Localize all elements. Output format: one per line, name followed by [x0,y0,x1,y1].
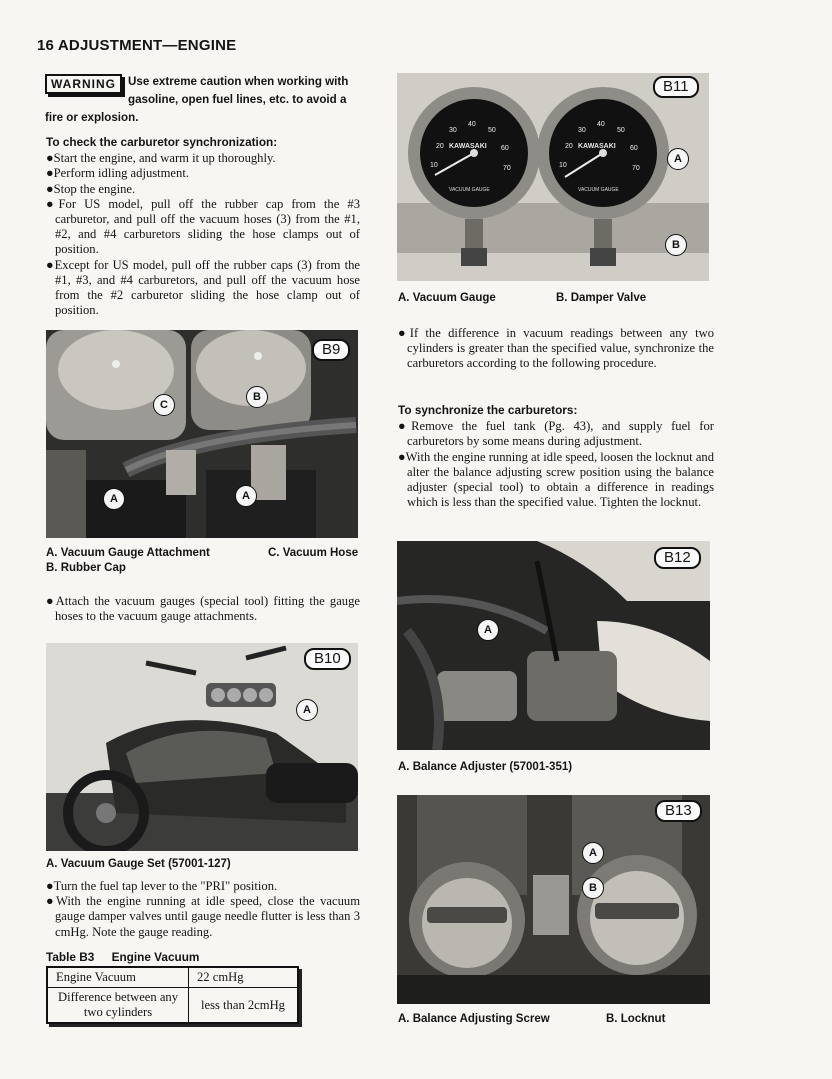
gauge-scale-label: 50 [488,127,496,134]
check-step: ●Stop the engine. [46,181,136,196]
balance-screw-photo-graphic [397,795,710,1004]
table-row [48,968,298,988]
check-section [46,135,360,318]
check-step: ●Except for US model, pull off the rubber caps (3) from the #1, #3, and #4 carburetors, and pull off the vacuum hose from the #2 carburetor sliding the hose clamp out of position. [46,257,360,318]
callout-a: A [477,619,499,641]
figure-b13-photo [397,795,710,1004]
figure-tag-b10: B10 [304,648,351,670]
difference-step [398,326,714,372]
table-b3-title [46,950,199,964]
gauge-brand-left: KAWASAKI [449,143,487,150]
spec-table [47,967,298,1023]
figure-tag-b13: B13 [655,800,702,822]
figure-b11-caption-a: A. Vacuum Gauge [398,292,496,304]
gauge-scale-label: 30 [578,127,586,134]
gauge-scale-label: 40 [597,121,605,128]
figure-b10-caption: A. Vacuum Gauge Set (57001-127) [46,858,231,870]
idle-step: ●Turn the fuel tap lever to the "PRI" position. [46,879,278,893]
check-heading: To check the carburetor synchronization: [46,135,278,149]
check-step: ●For US model, pull off the rubber cap from the #3 carburetor, and pull off the vacuum hoses (3) from the #1, #2, and #4 carburetors sliding the hose clamps out of position. [46,196,360,257]
difference-step-text: ●If the difference in vacuum readings between any two cylinders is greater than the specified value, synchronize the carburetors according to the following procedure. [398,326,714,371]
callout-b: B [246,386,268,408]
callout-a: A [667,148,689,170]
table-row [48,988,298,1023]
figure-tag-b12: B12 [654,547,701,569]
gauge-scale-label: 70 [503,165,511,172]
figure-tag-b11: B11 [653,76,699,98]
attach-step-text: ●Attach the vacuum gauges (special tool) fitting the gauge hoses to the vacuum gauge attachments. [46,594,360,624]
callout-b: B [582,877,604,899]
callout-a: A [296,699,318,721]
figure-tag-b9: B9 [312,339,350,361]
table-b3 [46,966,299,1024]
gauge-scale-label: 10 [559,162,567,169]
figure-b12-caption: A. Balance Adjuster (57001-351) [398,761,573,773]
figure-b9-photo [46,330,358,538]
gauge-scale-label: 60 [630,145,638,152]
gauge-subtext-left: VACUUM GAUGE [449,187,490,193]
gauge-scale-label: 50 [617,127,625,134]
warning-text: Use extreme caution when working with gasoline, open fuel lines, etc. to avoid a fire or explosion. [45,75,349,124]
table-cell: 22 cmHg [189,968,298,988]
balance-adjuster-photo-graphic [397,541,710,750]
gauge-subtext-right: VACUUM GAUGE [578,187,619,193]
callout-c: C [153,394,175,416]
figure-b9-caption-b: B. Rubber Cap [46,562,126,574]
sync-step: ●Remove the fuel tank (Pg. 43), and supply fuel for carburetors by some means during adjustment. [398,419,714,449]
gauge-brand-right: KAWASAKI [578,143,616,150]
figure-b9-caption-a: A. Vacuum Gauge Attachment [46,547,210,559]
table-cell: Engine Vacuum [48,968,189,988]
check-step: ●Start the engine, and warm it up thoroughly. [46,151,276,166]
callout-a: A [103,488,125,510]
check-step: ●Perform idling adjustment. [46,166,189,181]
idle-step: ●With the engine running at idle speed, close the vacuum gauge damper valves until gauge needle flutter is less than 3 cmHg. Note the gauge reading. [46,894,360,939]
table-title: Engine Vacuum [111,950,200,964]
gauge-scale-label: 70 [632,165,640,172]
gauge-scale-label: 20 [436,143,444,150]
warning-notice [45,72,358,126]
figure-b10-photo [46,643,358,851]
gauge-scale-label: 10 [430,162,438,169]
gauge-scale-label: 60 [501,145,509,152]
figure-b11-caption-b: B. Damper Valve [556,292,647,304]
gauge-scale-label: 30 [449,127,457,134]
figure-b13-caption-b: B. Locknut [606,1013,666,1025]
callout-b: B [665,234,687,256]
figure-b9-caption-c: C. Vacuum Hose [268,547,359,559]
table-label: Table B3 [46,950,95,964]
figure-b11-photo [397,73,709,281]
gauge-scale-label: 40 [468,121,476,128]
table-cell: less than 2cmHg [189,988,298,1023]
sync-section [398,403,714,510]
page-header: 16 ADJUSTMENT—ENGINE [37,37,237,54]
gauge-scale-label: 20 [565,143,573,150]
callout-a: A [235,485,257,507]
warning-label: WARNING [45,74,122,94]
sync-heading: To synchronize the carburetors: [398,403,578,417]
idle-steps [46,879,360,940]
attach-step [46,594,360,624]
carburetor-photo-graphic [46,330,358,538]
table-cell: Difference between any two cylinders [48,988,189,1023]
motorcycle-photo-graphic [46,643,358,851]
figure-b12-photo [397,541,710,750]
figure-b13-caption-a: A. Balance Adjusting Screw [398,1013,550,1025]
callout-a: A [582,842,604,864]
sync-step: ●With the engine running at idle speed, loosen the locknut and alter the balance adjusting screw position using the balance adjuster (special tool) to obtain a difference in readings which is less than the specified value. Tighten the locknut. [398,449,714,510]
vacuum-gauge-photo-graphic [397,73,709,281]
